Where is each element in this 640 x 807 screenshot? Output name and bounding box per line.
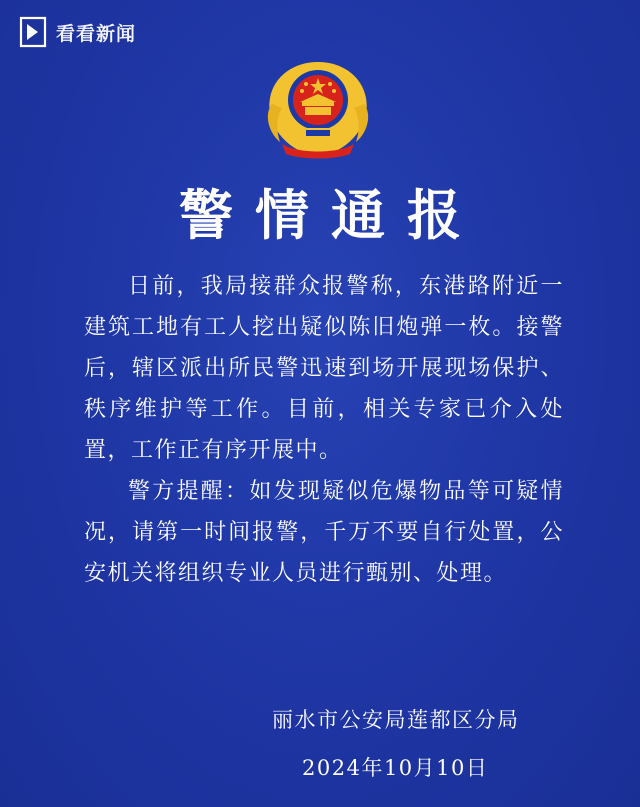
notice-paragraph-1: 日前，我局接群众报警称，东港路附近一建筑工地有工人挖出疑似陈旧炮弹一枚。接警后，辖区派出所民警迅速到场开展现场保护、秩序维护等工作。目前，相关专家已介入处置，工作正有序开展中。 <box>84 274 564 463</box>
issue-date: 2024年10月10日 <box>302 756 489 780</box>
notice-title: 警情通报 <box>179 184 483 247</box>
watermark-brand: 看看新闻 <box>56 22 137 45</box>
notice-body <box>84 266 564 594</box>
police-emblem-icon <box>262 58 374 160</box>
kankan-news-logo-icon <box>18 16 48 48</box>
notice-paragraph-2: 警方提醒：如发现疑似危爆物品等可疑情况，请第一时间报警，千万不要自行处置，公安机关将组织专业人员进行甄别、处理。 <box>84 479 564 586</box>
issuer-name: 丽水市公安局莲都区分局 <box>272 708 520 732</box>
watermark <box>18 14 136 50</box>
